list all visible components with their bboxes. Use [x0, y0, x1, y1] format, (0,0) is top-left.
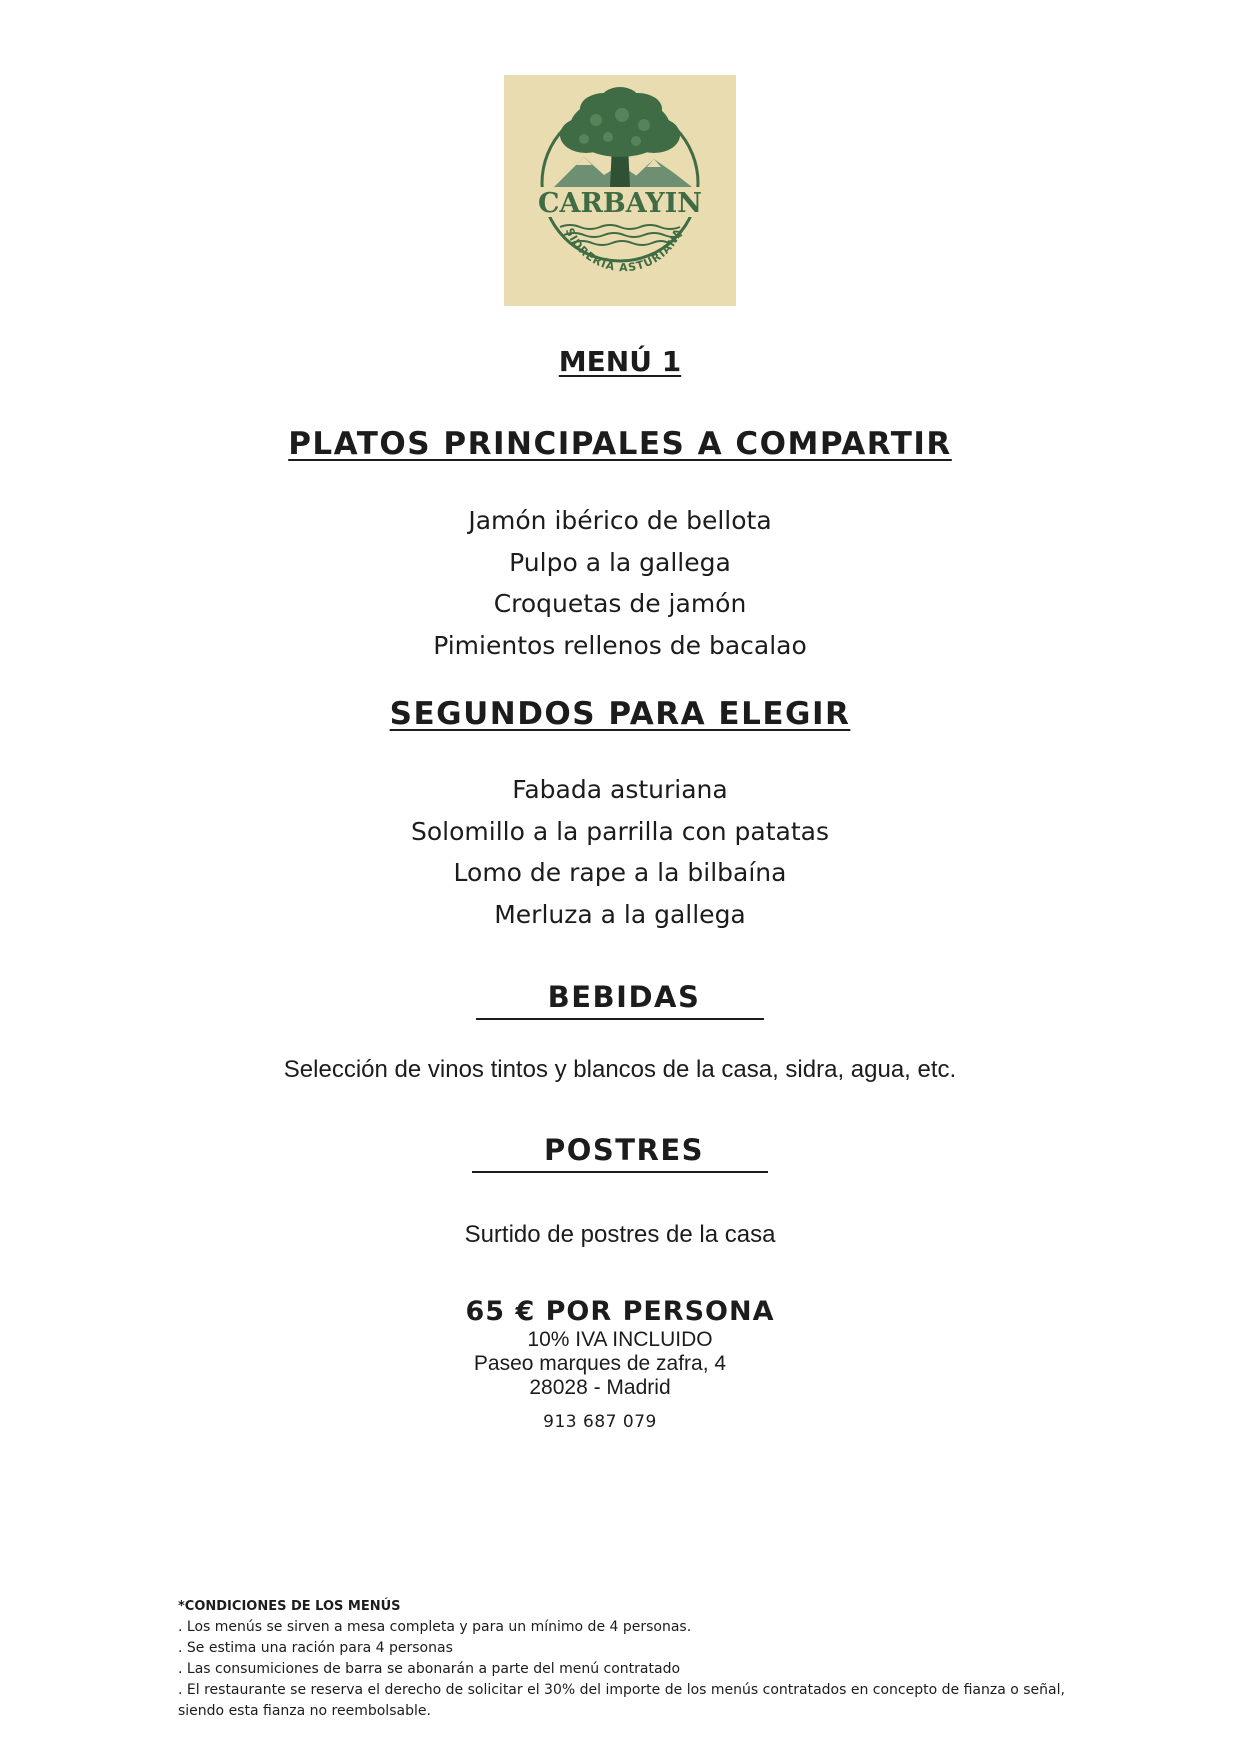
menu-title: MENÚ 1 — [558, 345, 682, 378]
conditions-heading: *CONDICIONES DE LOS MENÚS — [178, 1599, 401, 1614]
list-item: Jamón ibérico de bellota — [468, 506, 772, 535]
address-line2: 28028 - Madrid — [529, 1376, 671, 1399]
list-item: Solomillo a la parrilla con patatas — [410, 816, 830, 846]
list-item: Lomo de rape a la bilbaína — [453, 858, 787, 887]
list-item: Merluza a la gallega — [494, 899, 746, 929]
conditions-block — [178, 1596, 1078, 1722]
principales-list — [0, 500, 1240, 666]
tree-emblem-icon — [504, 75, 736, 306]
list-item: Pimientos rellenos de bacalao — [433, 630, 807, 660]
logo-tagline-text: SIDRERÍA ASTURIANA — [562, 226, 686, 275]
condition-line: . Las consumiciones de barra se abonarán a parte del menú contratado — [178, 1661, 681, 1677]
condition-line: . Se estima una ración para 4 personas — [178, 1640, 453, 1656]
address-line1: Paseo marques de zafra, 4 — [473, 1352, 727, 1375]
list-item: Croquetas de jamón — [493, 589, 747, 618]
section-title-principales: PLATOS PRINCIPALES A COMPARTIR — [288, 426, 952, 462]
condition-line: . Los menús se sirven a mesa completa y para un mínimo de 4 personas. — [178, 1619, 692, 1635]
bebidas-text: Selección de vinos tintos y blancos de la casa, sidra, agua, etc. — [283, 1056, 957, 1083]
price-label: 65 € POR PERSONA — [465, 1296, 775, 1327]
section-title-postres: POSTRES — [0, 1133, 1240, 1173]
segundos-list — [0, 769, 1240, 935]
list-item: Fabada asturiana — [512, 775, 728, 804]
list-item: Pulpo a la gallega — [509, 547, 731, 577]
logo-brand-text: CARBAYIN — [538, 188, 702, 219]
section-title-bebidas: BEBIDAS — [0, 980, 1240, 1020]
postres-text: Surtido de postres de la casa — [464, 1221, 776, 1248]
phone-number: 913 687 079 — [543, 1412, 657, 1432]
carbayin-logo — [504, 75, 736, 306]
condition-line: . El restaurante se reserva el derecho de solicitar el 30% del importe de los menús contratados en concepto de fianza o señal, siendo esta fianza no reembolsable. — [178, 1682, 1065, 1719]
iva-text: 10% IVA INCLUIDO — [527, 1328, 713, 1351]
section-title-segundos: SEGUNDOS PARA ELEGIR — [389, 696, 851, 732]
